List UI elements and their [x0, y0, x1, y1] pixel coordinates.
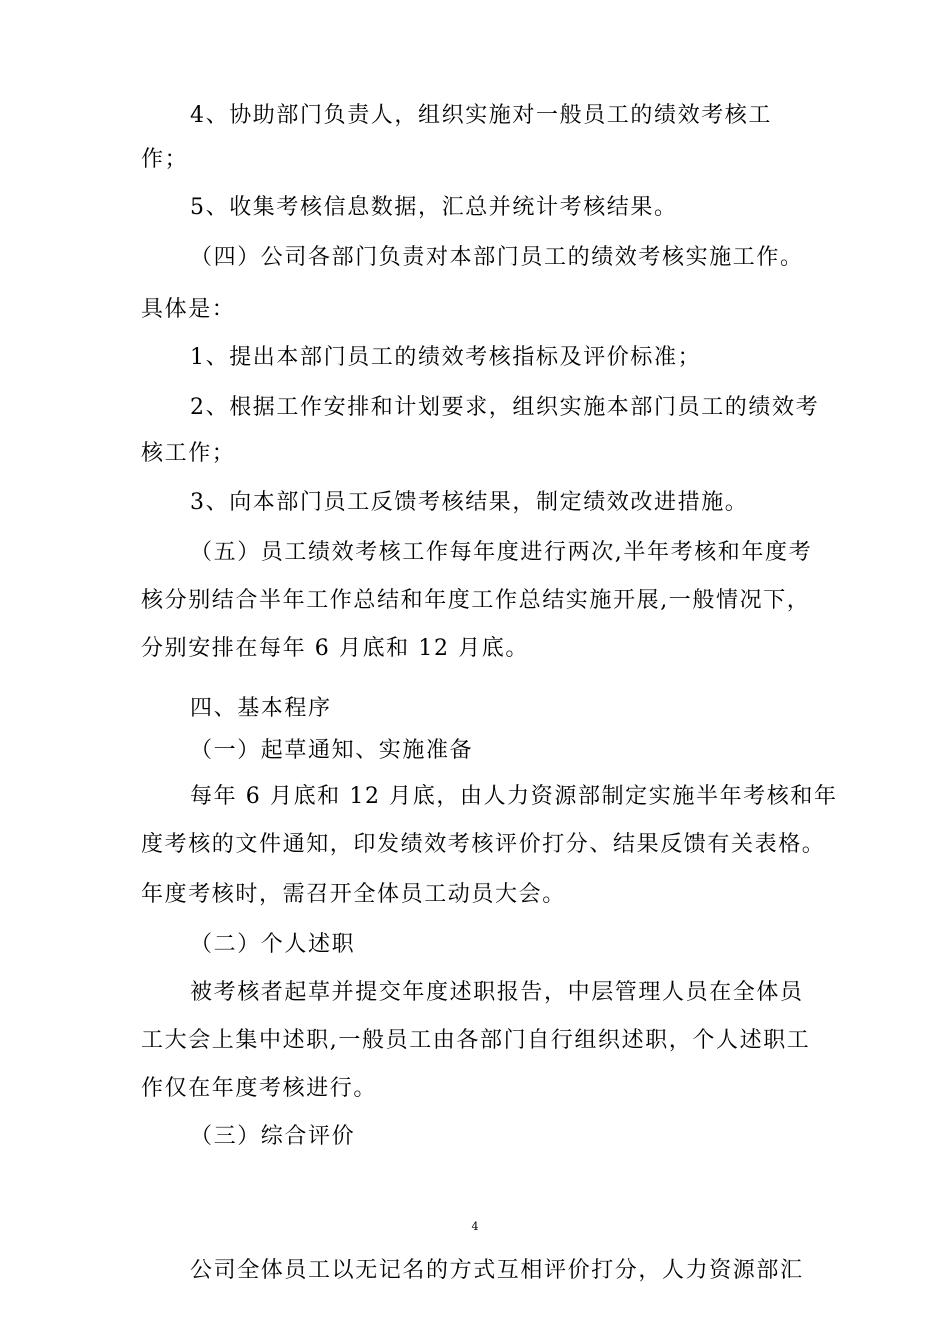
paragraph-line: 具体是：: [141, 297, 236, 322]
paragraph-line: 作仅在年度考核进行。: [141, 1076, 378, 1101]
paragraph-line: 每年 6 月底和 12 月底，由人力资源部制定实施半年考核和年: [190, 784, 838, 809]
subsection-heading: （二）个人述职: [190, 932, 356, 957]
paragraph-line: 核工作；: [141, 441, 236, 466]
paragraph-line: 2、根据工作安排和计划要求，组织实施本部门员工的绩效考: [190, 395, 820, 420]
subsection-heading: （三）综合评价: [190, 1124, 356, 1149]
page-number: 4: [471, 1220, 479, 1233]
paragraph-line: 1、提出本部门员工的绩效考核指标及评价标准；: [190, 345, 702, 370]
paragraph-line: 核分别结合半年工作总结和年度工作总结实施开展,一般情况下，: [141, 588, 811, 613]
paragraph-line: 年度考核时，需召开全体员工动员大会。: [141, 882, 566, 907]
paragraph-line: 作；: [141, 147, 189, 172]
subsection-heading: （一）起草通知、实施准备: [190, 738, 474, 763]
paragraph-line: （五）员工绩效考核工作每年度进行两次,半年考核和年度考: [190, 540, 813, 565]
paragraph-line: 5、收集考核信息数据，汇总并统计考核结果。: [190, 195, 678, 220]
paragraph-line: 被考核者起草并提交年度述职报告，中层管理人员在全体员: [190, 980, 804, 1005]
paragraph-line: 3、向本部门员工反馈考核结果，制定绩效改进措施。: [190, 490, 749, 515]
paragraph-line: （四）公司各部门负责对本部门员工的绩效考核实施工作。: [190, 245, 804, 270]
paragraph-line: 分别安排在每年 6 月底和 12 月底。: [141, 636, 529, 661]
paragraph-line: 公司全体员工以无记名的方式互相评价打分，人力资源部汇: [190, 1258, 804, 1283]
paragraph-line: 工大会上集中述职,一般员工由各部门自行组织述职，个人述职工: [141, 1028, 811, 1053]
paragraph-line: 度考核的文件通知，印发绩效考核评价打分、结果反馈有关表格。: [141, 832, 826, 857]
section-heading: 四、基本程序: [190, 696, 332, 721]
paragraph-line: 4、协助部门负责人，组织实施对一般员工的绩效考核工: [190, 103, 772, 128]
